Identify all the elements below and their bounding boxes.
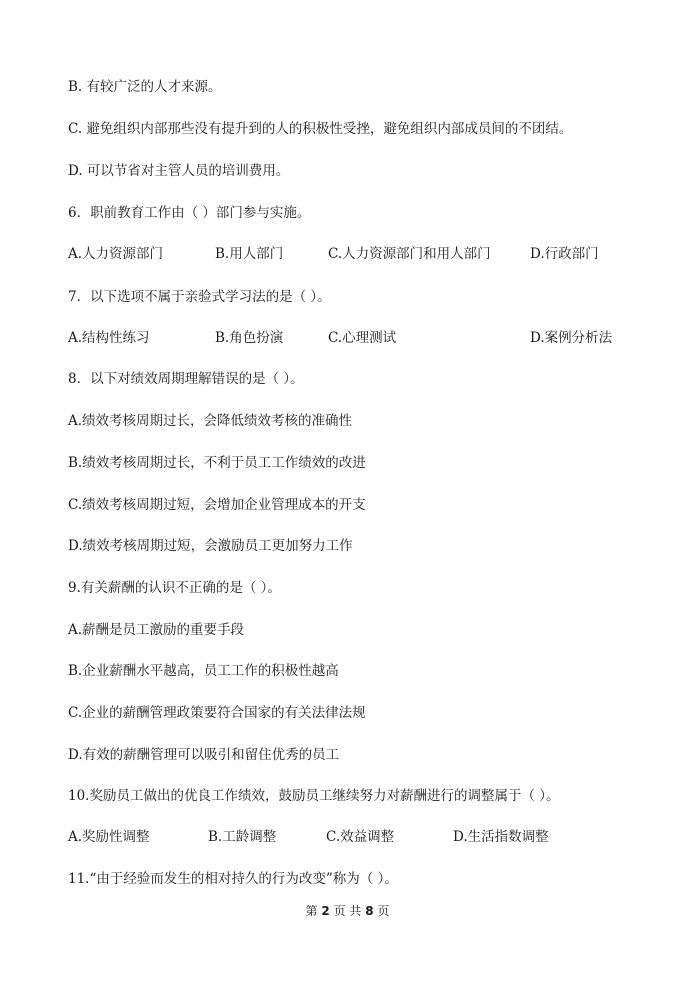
footer-mid: 页 共 — [333, 904, 362, 918]
q8-option-c: C.绩效考核周期过短，会增加企业管理成本的开支 — [68, 497, 366, 513]
q8-option-b: B.绩效考核周期过长，不利于员工工作绩效的改进 — [68, 455, 366, 471]
q10-option-c: C.效益调整 — [326, 829, 395, 845]
question-9: 9.有关薪酬的认识不正确的是（ ）。 — [68, 580, 281, 596]
q6-option-a: A.人力资源部门 — [68, 246, 164, 262]
q7-option-d: D.案例分析法 — [530, 330, 613, 346]
question-6: 6．职前教育工作由（ ）部门参与实施。 — [68, 205, 311, 221]
option-c-text: C. 避免组织内部那些没有提升到的人的积极性受挫，避免组织内部成员间的不团结。 — [68, 121, 573, 137]
q10-option-a: A.奖励性调整 — [68, 829, 150, 845]
q9-option-c: C.企业的薪酬管理政策要符合国家的有关法律法规 — [68, 705, 366, 721]
q7-option-a: A.结构性练习 — [68, 330, 150, 346]
footer-suffix: 页 — [377, 904, 390, 918]
q6-option-d: D.行政部门 — [530, 246, 599, 262]
q6-option-b: B.用人部门 — [215, 246, 284, 262]
q8-option-d: D.绩效考核周期过短，会激励员工更加努力工作 — [68, 538, 353, 554]
question-10: 10.奖励员工做出的优良工作绩效，鼓励员工继续努力对薪酬进行的调整属于（ ）。 — [68, 788, 560, 804]
footer-prefix: 第 — [305, 904, 318, 918]
option-b-text: B. 有较广泛的人才来源。 — [68, 79, 222, 95]
option-d-text: D. 可以节省对主管人员的培训费用。 — [68, 163, 290, 179]
total-page-number: 8 — [365, 904, 374, 918]
question-7: 7．以下选项不属于亲验式学习法的是（ ）。 — [68, 289, 331, 305]
question-8: 8．以下对绩效周期理解错误的是（ ）。 — [68, 371, 304, 387]
q10-option-b: B.工龄调整 — [208, 829, 277, 845]
q7-option-c: C.心理测试 — [328, 330, 397, 346]
q10-option-d: D.生活指数调整 — [453, 829, 549, 845]
q9-option-d: D.有效的薪酬管理可以吸引和留住优秀的员工 — [68, 747, 340, 763]
q8-option-a: A.绩效考核周期过长，会降低绩效考核的准确性 — [68, 413, 353, 429]
q9-option-b: B.企业薪酬水平越高，员工工作的积极性越高 — [68, 663, 339, 679]
q6-option-c: C.人力资源部门和用人部门 — [328, 246, 491, 262]
q7-option-b: B.角色扮演 — [215, 330, 284, 346]
current-page-number: 2 — [321, 904, 330, 918]
page-footer — [0, 903, 695, 919]
q9-option-a: A.薪酬是员工激励的重要手段 — [68, 622, 245, 638]
question-11: 11.“由于经验而发生的相对持久的行为改变”称为（ ）。 — [68, 871, 398, 887]
